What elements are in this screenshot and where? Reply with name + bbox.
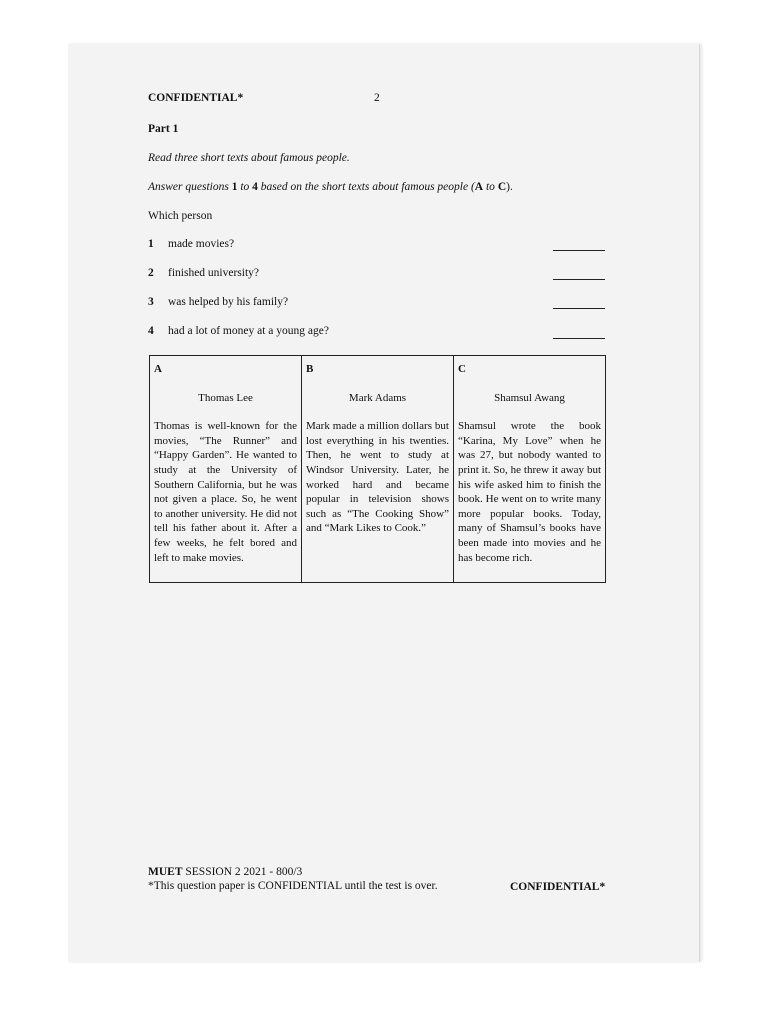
text-cell-b [302,356,454,583]
instruction-read: Read three short texts about famous people. [148,152,350,164]
header-confidential: CONFIDENTIAL* [148,92,244,104]
footer-session: MUET SESSION 2 2021 - 800/3 [148,866,303,878]
question-text: made movies? [168,238,235,250]
person-name: Mark Adams [348,391,407,404]
text-letter: B [306,363,314,375]
instruction-answer: Answer questions 1 to 4 based on the short texts about famous people (A to C). [148,181,513,193]
question-text: had a lot of money at a young age? [168,325,329,337]
part-title: Part 1 [148,123,179,135]
answer-blank[interactable] [553,308,605,309]
answer-blank[interactable] [553,250,605,251]
text-letter: C [458,363,466,375]
footer-note: *This question paper is CONFIDENTIAL until the test is over. [148,880,438,892]
question-number: 2 [148,267,154,279]
text-cell-a [150,356,302,583]
person-name: Shamsul Awang [494,391,565,404]
answer-blank[interactable] [553,338,605,339]
page-number: 2 [374,92,380,104]
question-stem: Which person [148,210,213,222]
person-text: Shamsul wrote the book “Karina, My Love” when he was 27, but nobody wanted to print it. So, he threw it away but his wife asked him to finish the book. He went on to write many more popular books. Today, many of Shamsul’s books have been made into movies and he has become rich. [458,420,601,564]
question-number: 4 [148,325,154,337]
person-text: Mark made a million dollars but lost everything in his twenties. Then, he went to study at Windsor University. Later, he worked hard and became popular in television shows such as “The Cooking Show” and “Mark Likes to Cook.” [306,420,449,535]
answer-blank[interactable] [553,279,605,280]
person-text: Thomas is well-known for the movies, “The Runner” and “Happy Garden”. He wanted to study at the University of Southern California, but he was not given a place. So, he went to another university. He did not tell his father about it. After a few weeks, he felt bored and left to make movies. [154,420,297,564]
footer-confidential: CONFIDENTIAL* [510,881,606,893]
question-number: 1 [148,238,154,250]
question-number: 3 [148,296,154,308]
person-name: Thomas Lee [198,391,253,404]
famous-people-table [149,355,606,583]
text-letter: A [154,363,162,375]
question-text: finished university? [168,267,260,279]
question-text: was helped by his family? [168,296,289,308]
text-cell-c [454,356,606,583]
